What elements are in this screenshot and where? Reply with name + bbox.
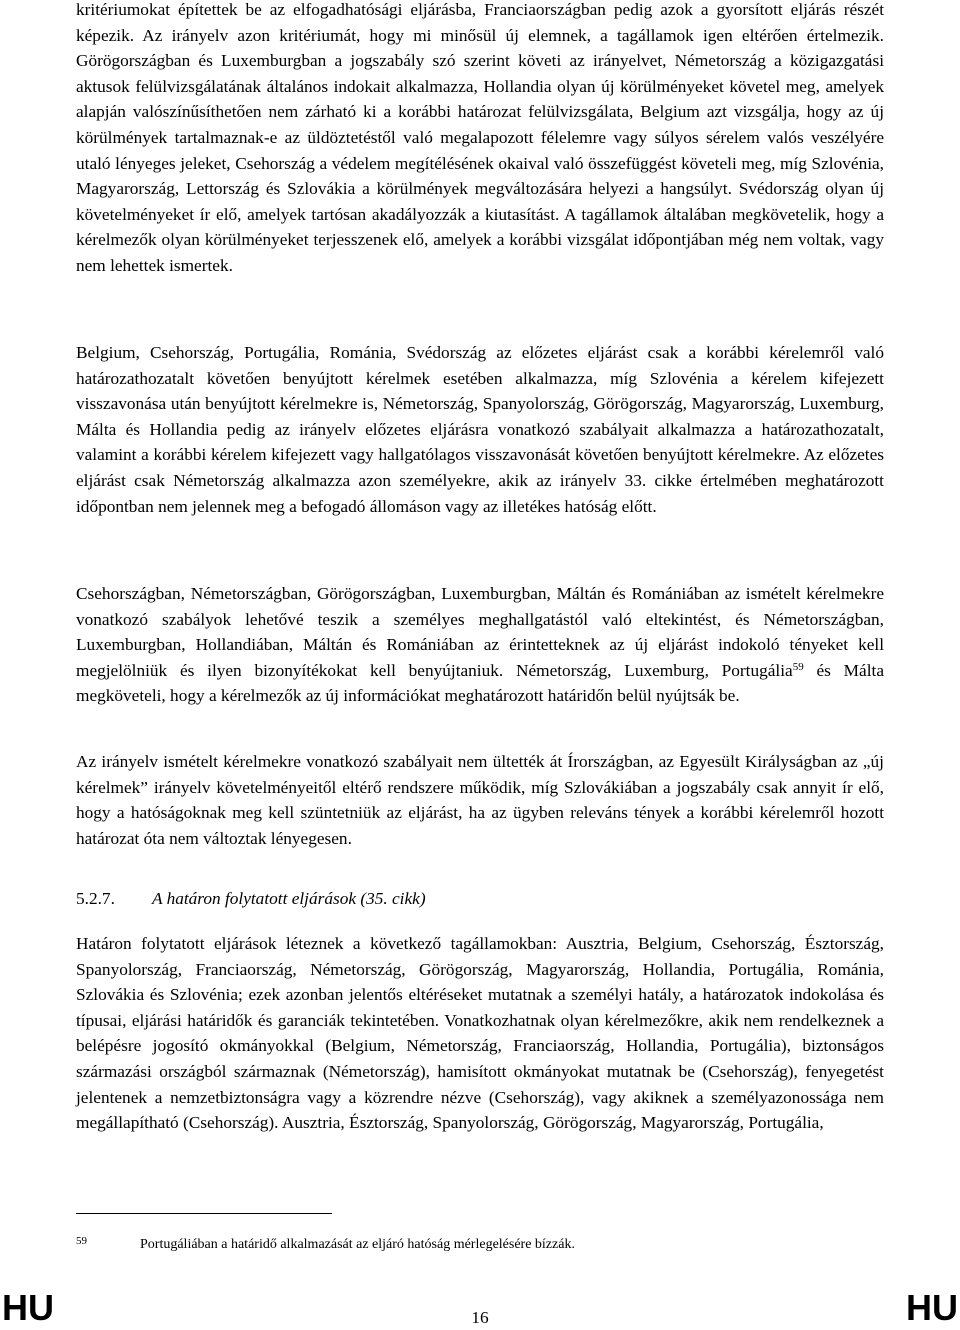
footnote-reference[interactable]: 59 (792, 660, 804, 673)
language-code-left: HU (2, 1287, 54, 1328)
paragraph-text-part: és Málta megköveteli, hogy a kérelmezők az új információkat meghatározott határidőn belül nyújtsák be. (76, 660, 884, 706)
paragraph-border-procedures: Határon folytatott eljárások léteznek a következő tagállamokban: Ausztria, Belgium, Csehország, Észtország, Spanyolország, Franciaország, Németország, Görögország, Magyarország, Hollandia, Portugália, Románia, Szlovákia és Szlovénia; ezek azonban jelentős eltéréseket mutatnak a személyi hatály, a határozatok indokolása és típusai, eljárási határidők és garanciák tekintetében. Vonatkozhatnak olyan kérelmezőkre, akik nem rendelkeznek a belépésre jogosító okmányokkal (Belgium, Németország, Franciaország, Hollandia, Portugália), biztonságos származási országból származnak (Németország), hamisított okmányokat mutatnak be (Csehország), fenyegetést jelentenek a nemzetbiztonságra vagy a közrendre nézve (Csehország), vagy akiknek a személyazonossága nem megállapítható (Csehország). Ausztria, Észtország, Spanyolország, Görögország, Magyarország, Portugália, (76, 934, 884, 1133)
footnote-text: Portugáliában a határidő alkalmazását az eljáró hatóság mérlegelésére bízzák. (140, 1237, 575, 1252)
paragraph-new-elements: kritériumokat építettek be az elfogadhatósági eljárásba, Franciaországban pedig azok a gyorsított eljárás részét képezik. Az irányelv azon kritériumát, hogy mi minősül új elemnek, a tagállamok igen eltérően értelmezik. Görögországban és Luxemburgban a jogszabály szó szerint követi az irányelvet, Németország a közigazgatási aktusok felülvizsgálatának általános indokait alkalmazza, Hollandia olyan új körülményeket követel meg, amelyek alapján valószínűsíthetően nem zárható ki a korábbi határozat felülvizsgálata, Belgium azt vizsgálja, hogy az új körülmények tartalmaznak-e az üldöztetéstől való megalapozott félelemre vagy súlyos sérelem valós veszélyére utaló lényeges jeleket, Csehország a védelem megítélésének okaival való összefüggést követeli meg, míg Szlovénia, Magyarország, Lettország és Szlovákia a körülmények megváltozására helyezi a hangsúlyt. Svédország olyan új követelményeket ír elő, amelyek tartósan akadályozzák a kiutasítást. A tagállamok általában megkövetelik, hogy a kérelmezők olyan körülményeket terjesszenek elő, amelyek a korábbi vizsgálat időpontjában még nem voltak, vagy nem lehettek ismertek. (76, 0, 884, 275)
section-heading (76, 886, 426, 912)
footnote-mark: 59 (76, 1235, 87, 1247)
footnote-separator (76, 1213, 332, 1214)
paragraph-preliminary-procedure: Belgium, Csehország, Portugália, Románia, Svédország az előzetes eljárást csak a korábbi kérelemről való határozathozatalt követően benyújtott kérelmek esetében alkalmazza, míg Szlovénia a kérelem kifejezett visszavonása után benyújtott kérelmekre is, Németország, Spanyolország, Görögország, Magyarország, Luxemburg, Málta és Hollandia pedig az irányelv előzetes eljárásra vonatkozó szabályait alkalmazza a határozathozatalt, valamint a korábbi kérelem kifejezett vagy hallgatólagos visszavonását követően benyújtott kérelmekre. Az előzetes eljárást csak Németország alkalmazza azon személyekre, akik az irányelv 33. cikke értelmében meghatározott időpontban nem jelennek meg a befogadó állomáson vagy az illetékes hatóság előtt. (76, 343, 884, 516)
paragraph-text-part: Csehországban, Németországban, Görögországban, Luxemburgban, Máltán és Romániában az ismételt kérelmekre vonatkozó szabályok lehetővé teszik a személyes meghallgatástól való eltekintést, és Németországban, Luxemburgban, Hollandiában, Máltán és Romániában az érintetteknek az új eljárást indokoló tényeket kell megjelölniük és ilyen bizonyítékokat kell benyújtaniuk. Németország, Luxemburg, Portugália (76, 584, 884, 680)
language-code-right: HU (906, 1287, 958, 1328)
paragraph-not-transposed: Az irányelv ismételt kérelmekre vonatkozó szabályait nem ültették át Írországban, az Egyesült Királyságban az „új kérelmek” irányelv követelményeitől eltérő rendszere működik, míg Szlovákiában a jogszabály csak annyit ír elő, hogy a hatóságoknak meg kell szüntetniük az eljárást, ha az ügyben releváns tények a korábbi kérelemről hozott határozat óta nem változtak lényegesen. (76, 752, 884, 848)
section-number: 5.2.7. (76, 889, 115, 908)
paragraph-personal-interview (76, 581, 884, 709)
page-number: 16 (471, 1308, 489, 1327)
section-title: A határon folytatott eljárások (35. cikk) (152, 889, 426, 908)
